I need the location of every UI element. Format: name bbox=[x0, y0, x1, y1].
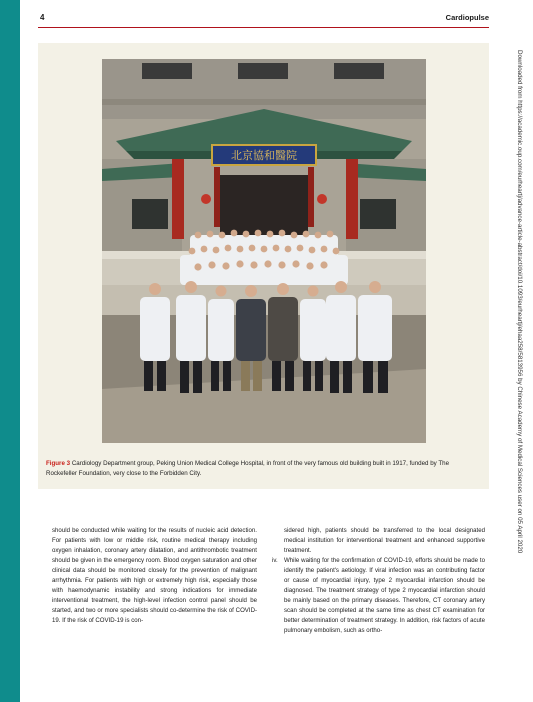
figure-caption-text: Cardiology Department group, Peking Union Medical College Hospital, in front of the very famous old building built in 1917, funded by The Rockefeller Foundation, very close to the Forbidden City. bbox=[46, 460, 450, 477]
body-left-column bbox=[52, 526, 257, 626]
body-paragraph: should be conducted while waiting for the results of nucleic acid detection. For patients with low or middle risk, routine medical therapy including oxygen inhalation, coronary artery dilatation, and antithrombotic treatment should be given in the emergency room. Blood oxygen saturation and other clinical data should be monitored closely for the prevention of malignant arrhythmia. For patients with high or extremely high risk, especially those with haemodynamic instability and strong indications for immediate interventional treatment, the high-level infection control panel should be started, and two or more specialists should co-determine the risk of COVID-19. If the risk of COVID-19 is con- bbox=[52, 527, 257, 624]
download-watermark: Downloaded from https://academic.oup.com/eurheartj/advance-article-abstract/doi/10.1093/eurheartj/ehaa258/5813956 by Chinese Academy of Medical Sciences user on 05 April 2020 bbox=[516, 50, 523, 554]
list-item-text: While waiting for the confirmation of COVID-19, efforts should be made to identify the patient's aetiology. If viral infection was an contributing factor or cause of myocardial injury, type 2 myocardial infarction should be diagnosed. The treatment strategy of type 2 myocardial infarction should be mainly based on the primary diseases. Therefore, CT coronary artery scan should be completed at the same time as chest CT examination for better determination of treatment strategy. In addition, risk factors of acute pulmonary embolism, such as ortho- bbox=[284, 556, 485, 634]
body-paragraph-continuation: sidered high, patients should be transferred to the local designated medical institution for interventional treatment and enhanced supportive treatment. bbox=[284, 527, 485, 554]
list-item bbox=[272, 556, 485, 636]
figure bbox=[38, 43, 489, 489]
figure-caption bbox=[46, 459, 480, 478]
figure-label: Figure 3 bbox=[46, 460, 71, 467]
body-right-column bbox=[272, 526, 485, 635]
header-rule bbox=[38, 27, 489, 28]
page-number: 4 bbox=[40, 13, 45, 22]
page-edge-strip bbox=[0, 0, 20, 702]
building-sign-text: 北京協和醫院 bbox=[231, 149, 297, 162]
journal-name: Cardiopulse bbox=[445, 13, 489, 22]
list-item-marker: iv. bbox=[272, 556, 278, 564]
group-photo bbox=[102, 59, 426, 443]
